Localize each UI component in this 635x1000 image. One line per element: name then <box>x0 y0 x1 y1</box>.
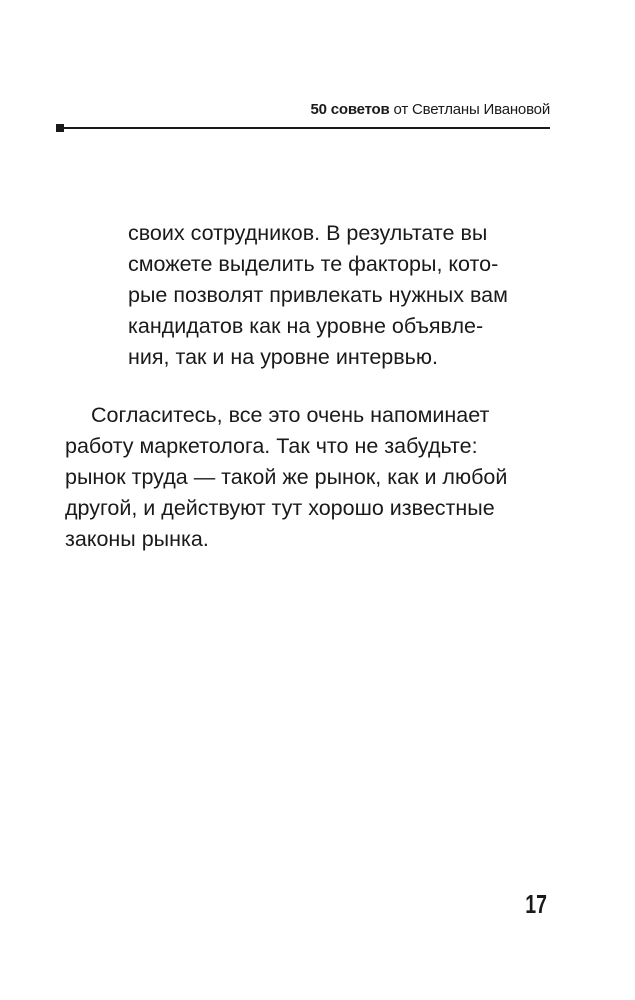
text-line: работу маркетолога. Так что не забудьте: <box>65 434 478 458</box>
book-title-author: от Светланы Ивановой <box>393 101 550 118</box>
paragraph <box>65 400 507 555</box>
text-line: кандидатов как на уровне объявле- <box>128 314 484 338</box>
text-line: другой, и действуют тут хорошо известные <box>65 496 495 520</box>
text-line: рынок труда — такой же рынок, как и любой <box>65 465 508 489</box>
paragraph-continued <box>128 218 508 373</box>
text-line: ния, так и на уровне интервью. <box>128 345 438 369</box>
text-line: законы рынка. <box>65 527 209 551</box>
header-rule <box>62 127 550 129</box>
text-line: Согласитесь, все это очень напоминает <box>91 403 490 427</box>
text-line: сможете выделить те факторы, кото- <box>128 252 499 276</box>
running-head <box>310 100 550 120</box>
text-line: рые позволят привлекать нужных вам <box>128 283 508 307</box>
text-line: своих сотрудников. В результате вы <box>128 221 488 245</box>
page-number: 17 <box>525 889 547 919</box>
book-title-bold: 50 советов <box>310 101 390 118</box>
